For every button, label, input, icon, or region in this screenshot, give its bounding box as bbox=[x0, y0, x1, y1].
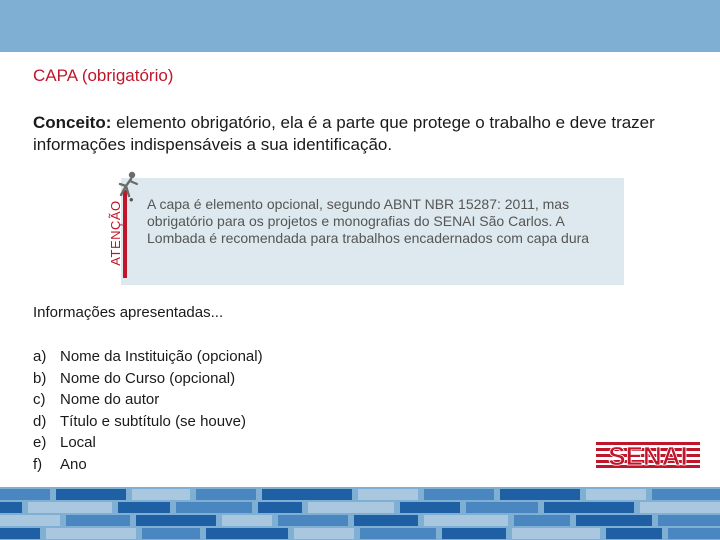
attention-tab bbox=[105, 190, 127, 278]
list-item-letter: d) bbox=[33, 412, 47, 430]
decorative-brick bbox=[118, 502, 170, 513]
decorative-brick bbox=[222, 515, 272, 526]
list-item-text: Título e subtítulo (se houve) bbox=[60, 412, 246, 430]
list-item-letter: e) bbox=[33, 434, 47, 452]
decorative-brick bbox=[206, 528, 288, 539]
list-item-text: Ano bbox=[60, 455, 87, 473]
concept-text: elemento obrigatório, ela é a parte que protege o trabalho e deve trazer informações indispensáveis a sua identificação. bbox=[33, 113, 655, 154]
attention-callout bbox=[121, 178, 624, 285]
decorative-brick bbox=[424, 515, 508, 526]
decorative-brick bbox=[424, 489, 494, 500]
concept-paragraph bbox=[33, 112, 693, 156]
decorative-brick bbox=[354, 515, 418, 526]
decorative-brick bbox=[308, 502, 394, 513]
decorative-brick bbox=[46, 528, 136, 539]
decorative-brick bbox=[658, 515, 720, 526]
slide-title: CAPA (obrigatório) bbox=[33, 66, 174, 85]
decorative-brick bbox=[28, 502, 112, 513]
decorative-brick bbox=[640, 502, 720, 513]
decorative-brick bbox=[262, 489, 352, 500]
decorative-brick bbox=[360, 528, 436, 539]
decorative-brick bbox=[0, 502, 22, 513]
decorative-brick bbox=[294, 528, 354, 539]
decorative-brick bbox=[500, 489, 580, 500]
callout-text: A capa é elemento opcional, segundo ABNT NBR 15287: 2011, mas obrigatório para os projetos e monografias do SENAI São Carlos. A Lombada é recomendada para trabalhos encadernados com capa dura bbox=[147, 196, 590, 246]
decorative-brick bbox=[176, 502, 252, 513]
decorative-brick bbox=[512, 528, 600, 539]
decorative-brick bbox=[258, 502, 302, 513]
decorative-brick bbox=[0, 528, 40, 539]
list-item-text: Nome do Curso (opcional) bbox=[60, 369, 236, 387]
callout-bullet: • bbox=[129, 192, 134, 207]
senai-logo bbox=[596, 442, 700, 468]
info-list bbox=[33, 346, 263, 476]
list-item-letter: a) bbox=[33, 348, 47, 365]
decorative-brick bbox=[142, 528, 200, 539]
list-item-letter: f) bbox=[33, 455, 43, 473]
svg-text:SENAI: SENAI bbox=[608, 442, 688, 468]
decorative-brick bbox=[66, 515, 130, 526]
list-item bbox=[33, 368, 263, 390]
list-item-letter: c) bbox=[33, 391, 46, 409]
list-item bbox=[33, 454, 263, 476]
decorative-brick bbox=[132, 489, 190, 500]
list-item bbox=[33, 389, 263, 411]
list-item-letter: b) bbox=[33, 369, 47, 387]
decorative-brick bbox=[586, 489, 646, 500]
list-item-text: Nome da Instituição (opcional) bbox=[60, 348, 263, 365]
decorative-brick bbox=[652, 489, 720, 500]
decorative-brick bbox=[442, 528, 506, 539]
decorative-brick bbox=[576, 515, 652, 526]
list-item bbox=[33, 346, 263, 368]
decorative-brick bbox=[136, 515, 216, 526]
decorative-brick bbox=[668, 528, 720, 539]
decorative-brick bbox=[56, 489, 126, 500]
decorative-brick bbox=[196, 489, 256, 500]
bottom-decorative-band bbox=[0, 487, 720, 540]
decorative-brick bbox=[358, 489, 418, 500]
decorative-brick bbox=[544, 502, 634, 513]
top-decorative-band bbox=[0, 0, 720, 52]
list-item-text: Nome do autor bbox=[60, 391, 160, 409]
list-item bbox=[33, 411, 263, 433]
decorative-brick bbox=[514, 515, 570, 526]
decorative-brick bbox=[278, 515, 348, 526]
decorative-brick bbox=[466, 502, 538, 513]
list-item-text: Local bbox=[60, 434, 96, 452]
decorative-brick bbox=[400, 502, 460, 513]
list-item bbox=[33, 432, 263, 454]
decorative-brick bbox=[0, 515, 60, 526]
info-heading: Informações apresentadas... bbox=[33, 304, 224, 321]
decorative-brick bbox=[606, 528, 662, 539]
attention-label: ATENÇÃO bbox=[108, 200, 123, 266]
concept-label: Conceito: bbox=[33, 113, 112, 132]
decorative-brick bbox=[0, 489, 50, 500]
pushing-figure-icon bbox=[112, 170, 140, 198]
